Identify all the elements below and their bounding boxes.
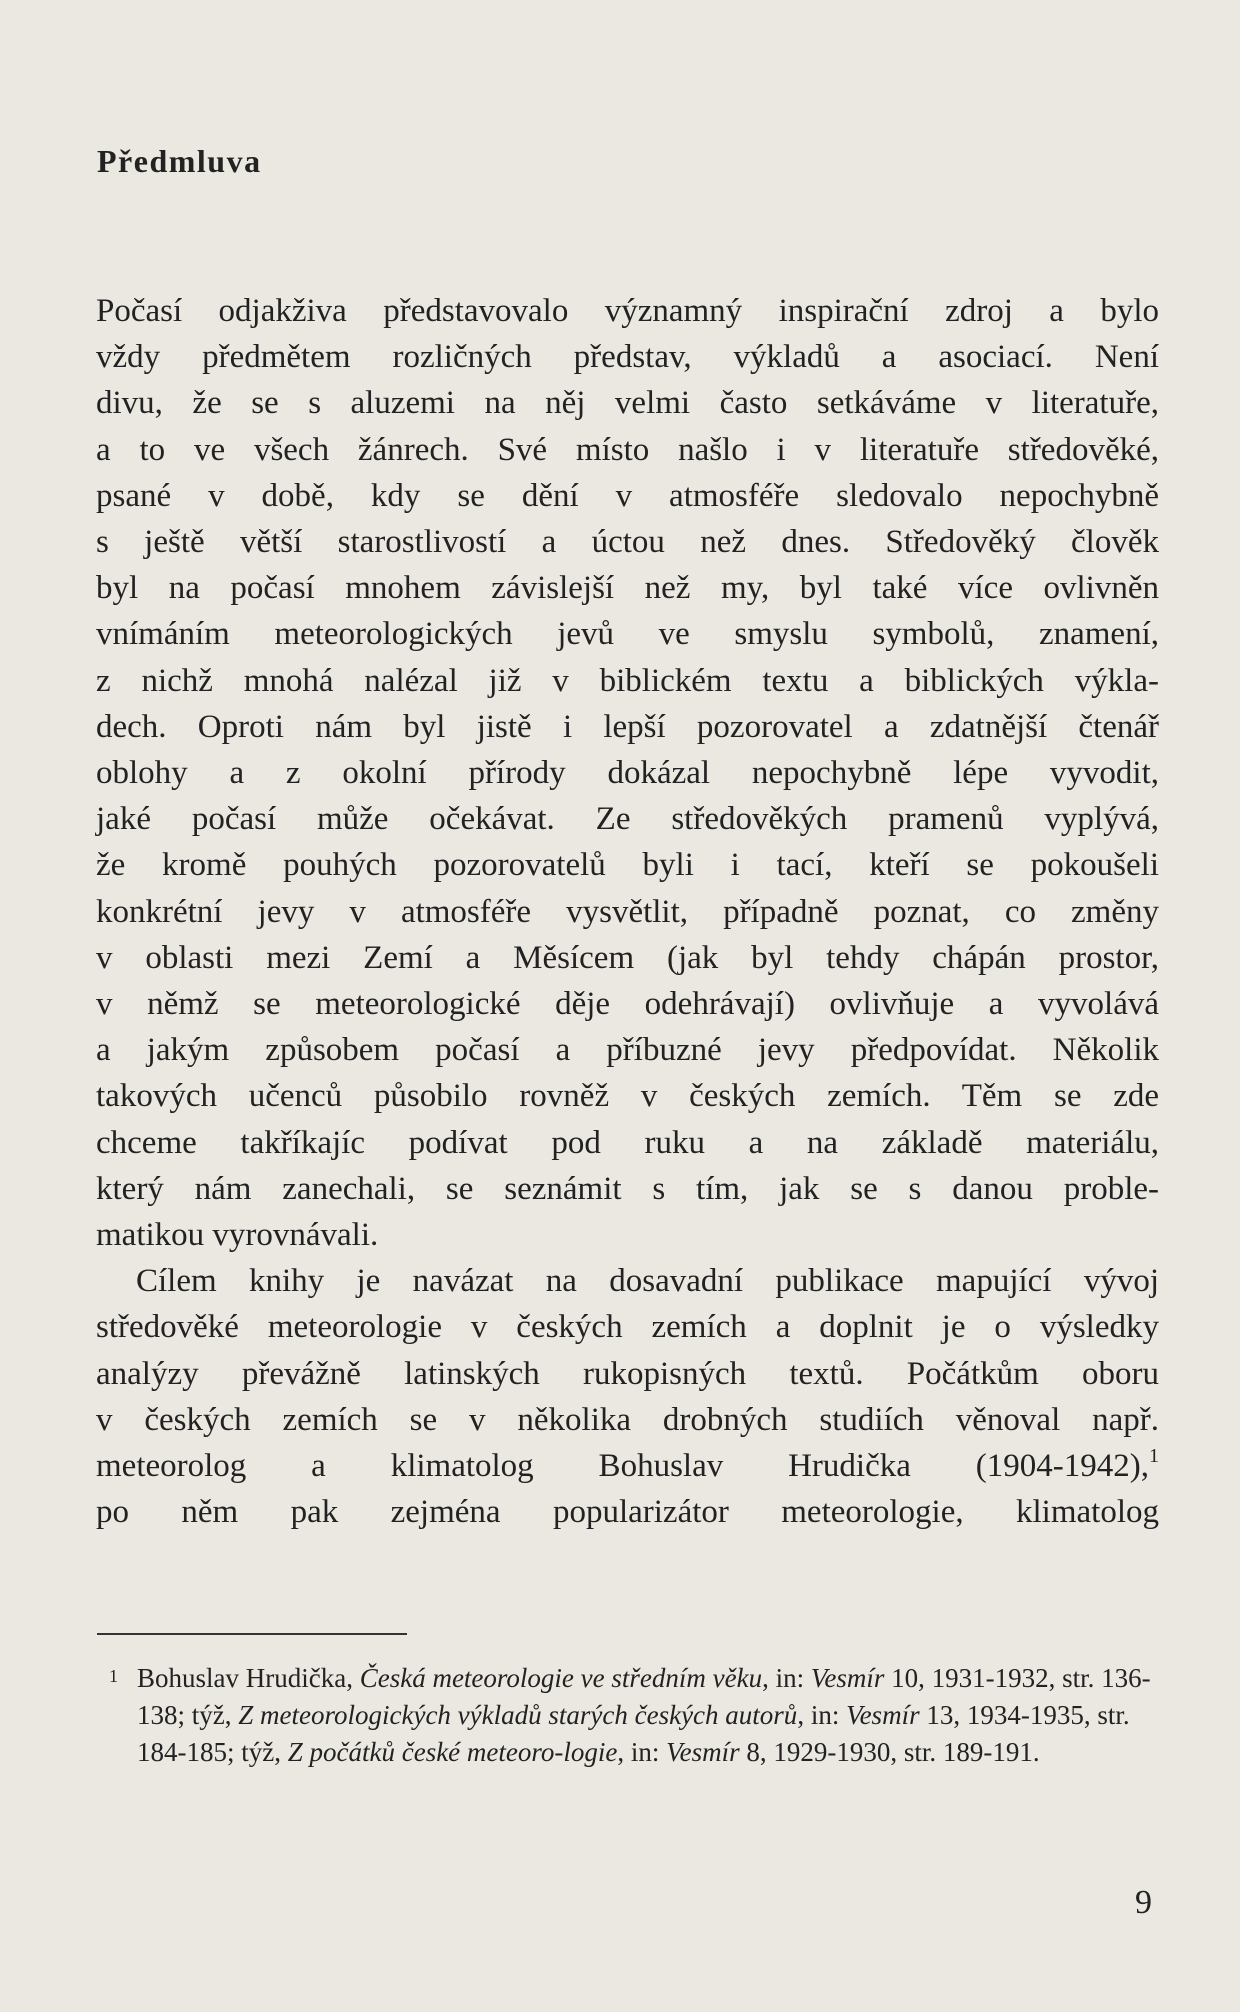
text-line: a jakým způsobem počasí a příbuzné jevy předpovídat. Několik <box>96 1032 1159 1069</box>
text-line: v oblasti mezi Zemí a Měsícem (jak byl tehdy chápán prostor, <box>96 939 1159 976</box>
text-line: že kromě pouhých pozorovatelů byli i tací, kteří se pokoušeli <box>96 847 1159 884</box>
footnote-text-part: , in: <box>762 1663 811 1693</box>
footnote-text-part: , in: <box>797 1700 847 1730</box>
footnote-text <box>137 1660 1160 1771</box>
paragraph-2 <box>96 1258 1159 1535</box>
text-line: dech. Oproti nám byl jistě i lepší pozorovatel a zdatnější čtenář <box>96 708 1159 745</box>
text-line: divu, že se s aluzemi na něj velmi často setkáváme v literatuře, <box>96 385 1159 422</box>
text-line: středověké meteorologie v českých zemích a doplnit je o výsledky <box>96 1309 1159 1346</box>
paragraph-1 <box>96 288 1159 1258</box>
text-line-with-footnote <box>96 1443 1159 1489</box>
text-line: jaké počasí může očekávat. Ze středověkých pramenů vyplývá, <box>96 801 1159 838</box>
text-line: matikou vyrovnávali. <box>96 1217 379 1254</box>
footnote-journal: Vesmír <box>666 1737 740 1767</box>
text-line: v českých zemích se v několika drobných studiích věnoval např. <box>96 1401 1159 1438</box>
text-line: vždy předmětem rozličných představ, výkladů a asociací. Není <box>96 339 1159 376</box>
text-line: oblohy a z okolní přírody dokázal nepochybně lépe vyvodit, <box>96 755 1159 792</box>
text-line: chceme takříkajíc podívat pod ruku a na základě materiálu, <box>96 1124 1159 1161</box>
footnote-reference[interactable]: 1 <box>1149 1445 1159 1468</box>
footnote-separator <box>97 1633 407 1635</box>
footnote-text-part: Bohuslav Hrudička, <box>137 1663 360 1693</box>
text-line: v němž se meteorologické děje odehrávají) ovlivňuje a vyvolává <box>96 986 1159 1023</box>
text-line: a to ve všech žánrech. Své místo našlo i v literatuře středověké, <box>96 431 1159 468</box>
footnote-journal: Vesmír <box>810 1663 885 1693</box>
text-line: s ještě větší starostlivostí a úctou než dnes. Středověký člověk <box>96 524 1159 561</box>
text-line: takových učenců působilo rovněž v českých zemích. Těm se zde <box>96 1078 1159 1115</box>
chapter-heading: Předmluva <box>97 143 262 179</box>
text-line: po něm pak zejména popularizátor meteorologie, klimatolog <box>96 1494 1159 1531</box>
text-line: Počasí odjakživa představovalo významný inspirační zdroj a bylo <box>96 293 1159 329</box>
footnote-title: Z meteorologických výkladů starých českých autorů <box>238 1700 798 1730</box>
footnote-text-part: 10, 1931-1932, str. 136-138; týž, <box>137 1663 1151 1730</box>
footnote-marker: 1 <box>109 1666 118 1686</box>
text-line: vnímáním meteorologických jevů ve smyslu symbolů, znamení, <box>96 616 1159 653</box>
footnote-journal: Vesmír <box>846 1700 920 1730</box>
footnote-title: Česká meteorologie ve středním věku <box>359 1663 763 1693</box>
text-line: byl na počasí mnohem závislejší než my, byl také více ovlivněn <box>96 570 1159 607</box>
footnote <box>97 1660 1160 1771</box>
text-line: analýzy převážně latinských rukopisných textů. Počátkům oboru <box>96 1355 1159 1392</box>
footnote-text-part: 13, 1934-1935, str. 184-185; týž, <box>137 1700 1130 1767</box>
footnote-text-part: 8, 1929-1930, str. 189-191. <box>739 1737 1040 1767</box>
body-text <box>96 288 1159 1535</box>
text-line-content: meteorolog a klimatolog Bohuslav Hrudička (1904-1942), <box>96 1448 1149 1485</box>
footnote-text-part: , in: <box>617 1737 667 1767</box>
text-line: konkrétní jevy v atmosféře vysvětlit, případně poznat, co změny <box>96 893 1159 930</box>
text-line: z nichž mnohá nalézal již v biblickém textu a biblických výkla- <box>96 662 1159 699</box>
text-line: psané v době, kdy se dění v atmosféře sledovalo nepochybně <box>96 477 1159 514</box>
page-number: 9 <box>1135 1884 1152 1921</box>
footnote-title: Z počátků české meteoro-logie <box>287 1737 618 1767</box>
text-line: který nám zanechali, se seznámit s tím, jak se s danou proble- <box>96 1170 1159 1207</box>
text-line: Cílem knihy je navázat na dosavadní publikace mapující vývoj <box>136 1263 1159 1300</box>
